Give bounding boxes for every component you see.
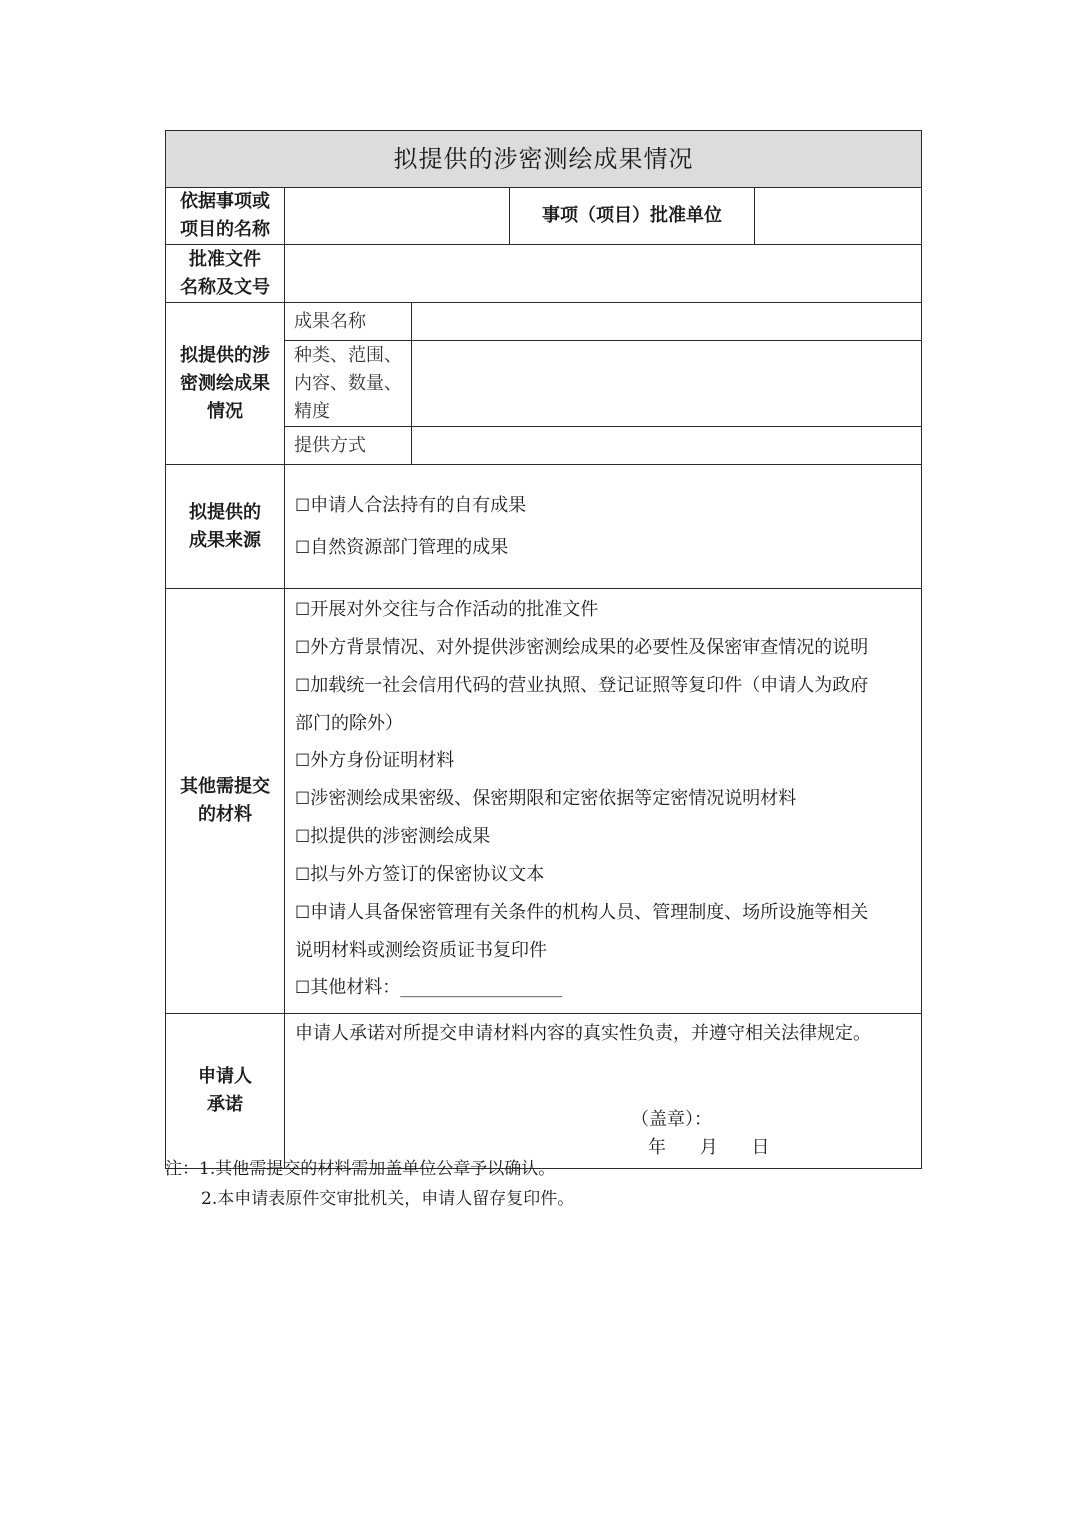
material-text-continued: 说明材料或测绘资质证书复印件 — [295, 940, 547, 961]
label-line: 密测绘成果 — [180, 372, 270, 394]
material-text: 外方背景情况、对外提供涉密测绘成果的必要性及保密审查情况的说明 — [310, 637, 869, 658]
option-text: 申请人合法持有的自有成果 — [310, 494, 527, 516]
checkbox-icon[interactable]: ☐ — [295, 827, 311, 847]
material-text: 拟提供的涉密测绘成果 — [310, 826, 491, 847]
label-line: 内容、数量、 — [294, 372, 402, 394]
label-line: 成果来源 — [189, 529, 261, 551]
label-line: 项目的名称 — [180, 219, 270, 240]
material-text: 申请人具备保密管理有关条件的机构人员、管理制度、场所设施等相关 — [310, 902, 869, 923]
date-label: 年 月 日 — [648, 1137, 770, 1158]
approval-doc-field[interactable] — [285, 245, 922, 303]
checkbox-icon[interactable]: ☐ — [295, 600, 311, 620]
project-name-field[interactable] — [285, 188, 510, 245]
approval-unit-label: 事项（项目）批准单位 — [510, 188, 755, 245]
approval-doc-label — [166, 245, 285, 303]
checkbox-icon[interactable]: ☐ — [295, 676, 311, 696]
promise-text: 申请人承诺对所提交申请材料内容的真实性负责，并遵守相关法律规定。 — [295, 1023, 871, 1044]
result-kind-field[interactable] — [412, 341, 922, 427]
label-line: 情况 — [207, 400, 243, 422]
label-line: 名称及文号 — [180, 276, 270, 298]
checkbox-icon[interactable]: ☐ — [295, 978, 311, 998]
application-form-table — [165, 130, 922, 1169]
seal-label: （盖章）： — [631, 1109, 712, 1130]
checkbox-icon[interactable]: ☐ — [295, 537, 311, 558]
project-name-label — [166, 188, 285, 245]
checkbox-icon[interactable]: ☐ — [295, 751, 311, 771]
provide-method-field[interactable] — [412, 427, 922, 465]
label-line: 种类、范围、 — [294, 344, 402, 366]
label-line: 精度 — [294, 400, 330, 422]
source-label — [166, 465, 285, 589]
label-line: 申请人 — [198, 1066, 252, 1087]
label-line: 承诺 — [207, 1094, 243, 1115]
checkbox-icon[interactable]: ☐ — [295, 789, 311, 809]
material-item[interactable] — [295, 742, 913, 780]
material-text: 拟与外方签订的保密协议文本 — [310, 864, 545, 885]
source-option[interactable] — [285, 527, 921, 569]
source-options — [285, 465, 922, 589]
material-item[interactable] — [295, 629, 913, 667]
source-option[interactable] — [285, 485, 921, 527]
result-kind-label — [285, 341, 412, 427]
note-2: 2.本申请表原件交审批机关，申请人留存复印件。 — [201, 1189, 575, 1209]
form-notes — [165, 1154, 574, 1214]
material-item[interactable] — [295, 856, 913, 894]
material-item[interactable] — [295, 818, 913, 856]
material-text: 其他材料：__________________ — [310, 977, 563, 998]
result-name-label: 成果名称 — [285, 303, 412, 341]
checkbox-icon[interactable]: ☐ — [295, 638, 311, 658]
materials-list — [285, 589, 922, 1014]
form-title: 拟提供的涉密测绘成果情况 — [166, 131, 922, 188]
material-text: 涉密测绘成果密级、保密期限和定密依据等定密情况说明材料 — [310, 788, 797, 809]
material-item[interactable] — [295, 780, 913, 818]
material-item[interactable] — [295, 969, 913, 1007]
label-line: 批准文件 — [189, 248, 261, 270]
checkbox-icon[interactable]: ☐ — [295, 865, 311, 885]
material-text: 开展对外交往与合作活动的批准文件 — [310, 599, 599, 620]
checkbox-icon[interactable]: ☐ — [295, 495, 311, 516]
material-item[interactable] — [295, 894, 913, 932]
option-text: 自然资源部门管理的成果 — [310, 536, 509, 558]
material-text: 外方身份证明材料 — [310, 750, 455, 771]
provide-method-label: 提供方式 — [285, 427, 412, 465]
material-item[interactable] — [295, 591, 913, 629]
materials-items — [295, 591, 913, 1007]
checkbox-icon[interactable]: ☐ — [295, 903, 311, 923]
result-name-field[interactable] — [412, 303, 922, 341]
promise-label — [166, 1014, 285, 1169]
promise-cell — [285, 1014, 922, 1169]
label-line: 其他需提交 — [180, 776, 270, 797]
material-item[interactable] — [295, 667, 913, 705]
approval-unit-field[interactable] — [755, 188, 922, 245]
label-line: 拟提供的 — [189, 501, 261, 523]
materials-label — [166, 589, 285, 1014]
label-line: 的材料 — [198, 804, 252, 825]
results-label — [166, 303, 285, 465]
material-text: 加载统一社会信用代码的营业执照、登记证照等复印件（申请人为政府 — [310, 675, 869, 696]
label-line: 依据事项或 — [180, 191, 270, 212]
material-text-continued: 部门的除外） — [295, 713, 403, 734]
note-1: 注：1.其他需提交的材料需加盖单位公章予以确认。 — [165, 1159, 556, 1179]
label-line: 拟提供的涉 — [180, 344, 270, 366]
